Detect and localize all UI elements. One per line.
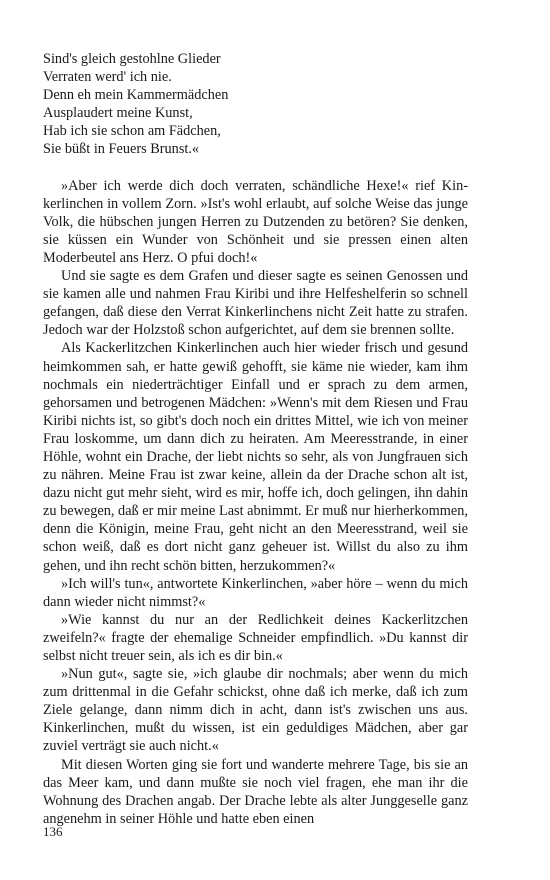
paragraph: Mit diesen Worten ging sie fort und wanderte mehrere Tage, bis sie an das Meer kam, und dann mußte sie noch viel fragen, ehe man ihr die Wohnung des Drachen angab. Der Drache lebte als alter Junggeselle ganz angenehm in seiner Höhle und hatte eben einen [43, 756, 468, 827]
verse-line: Ausplaudert meine Kunst, [43, 105, 193, 122]
page-body [43, 50, 468, 828]
page-number: 136 [43, 824, 63, 839]
verse-stanza [43, 50, 468, 159]
paragraph: »Nun gut«, sagte sie, »ich glaube dir nochmals; aber wenn du mich zum drittenmal in die Gefahr schickst, ohne daß ich merke, daß ich zum Ziele gelange, dann nimm dich in acht, dann ist's zwischen uns aus. Kinkerlinchen, mußt du wissen, ist ein geduldiges Mädchen, aber gar zuviel verträgt sie auch nicht.« [43, 666, 468, 755]
paragraph: »Aber ich werde dich doch verraten, schändliche Hexe!« rief Kinkerlinchen in vollem Zorn. »Ist's wohl erlaubt, auf solche Weise das junge Volk, die hübschen jungen Herren zu Dutzenden zu betören? Sie denken, sie küssen ein Wunder von Schönheit und sie pressen einen alten Moderbeutel ans Herz. O pfui doch!« [43, 177, 468, 266]
paragraph: Als Kackerlitzchen Kinkerlinchen auch hier wieder frisch und gesund heimkommen sah, er hatte gewiß gehofft, sie käme nie wieder, kam ihm nochmals ein niederträchtiger Einfall und er sprach zu dem armen, gehorsamen und betrogenen Mädchen: »Wenn's mit dem Riesen und Frau Kiribi nichts ist, so gibt's doch noch ein drittes Mittel, wie ich von meiner Frau loskomme, um dann dich zu heiraten. Am Meeresstrande, in einer Höhle, wohnt ein Drache, der liebt nichts so sehr, als von Jungfrauen sich zu nähren. Meine Frau ist zwar keine, allein da der Drache schon alt ist, dazu nicht gut mehr sieht, wird es mir, hoffe ich, doch gelingen, ihn dahin zu bewegen, daß er mir meine Last abnimmt. Er muß nur hierherkommen, denn die Königin, meine Frau, geht nicht an den Meeresstrand, weil sie schon weiß, daß es dort nicht ganz geheuer ist. Willst du also zu ihm gehen, und ihn recht schön bitten, herzukommen?« [43, 340, 468, 574]
verse-line: Hab ich sie schon am Fädchen, [43, 123, 221, 140]
verse-line: Sie büßt in Feuers Brunst.« [43, 141, 200, 158]
verse-line: Denn eh mein Kammermädchen [43, 87, 229, 104]
verse-line: Verraten werd' ich nie. [43, 69, 172, 86]
paragraph: Und sie sagte es dem Grafen und dieser sagte es seinen Genossen und sie kamen alle und nahmen Frau Kiribi und ihre Helfeshelferin so schnell gefangen, daß diese den Verrat Kinkerlinchens nicht Zeit hatte zu strafen. Jedoch war der Holzstoß schon aufgerichtet, auf dem sie brennen sollte. [43, 268, 468, 339]
paragraph: »Wie kannst du nur an der Redlichkeit deines Kackerlitzchen zweifeln?« fragte der ehemalige Schneider empfindlich. »Du kannst dir selbst nicht treuer sein, als ich es dir bin.« [43, 611, 468, 664]
verse-line: Sind's gleich gestohlne Glieder [43, 51, 221, 67]
paragraph: »Ich will's tun«, antwortete Kinkerlinchen, »aber höre – wenn du mich dann wieder nicht nimmst?« [43, 575, 468, 610]
